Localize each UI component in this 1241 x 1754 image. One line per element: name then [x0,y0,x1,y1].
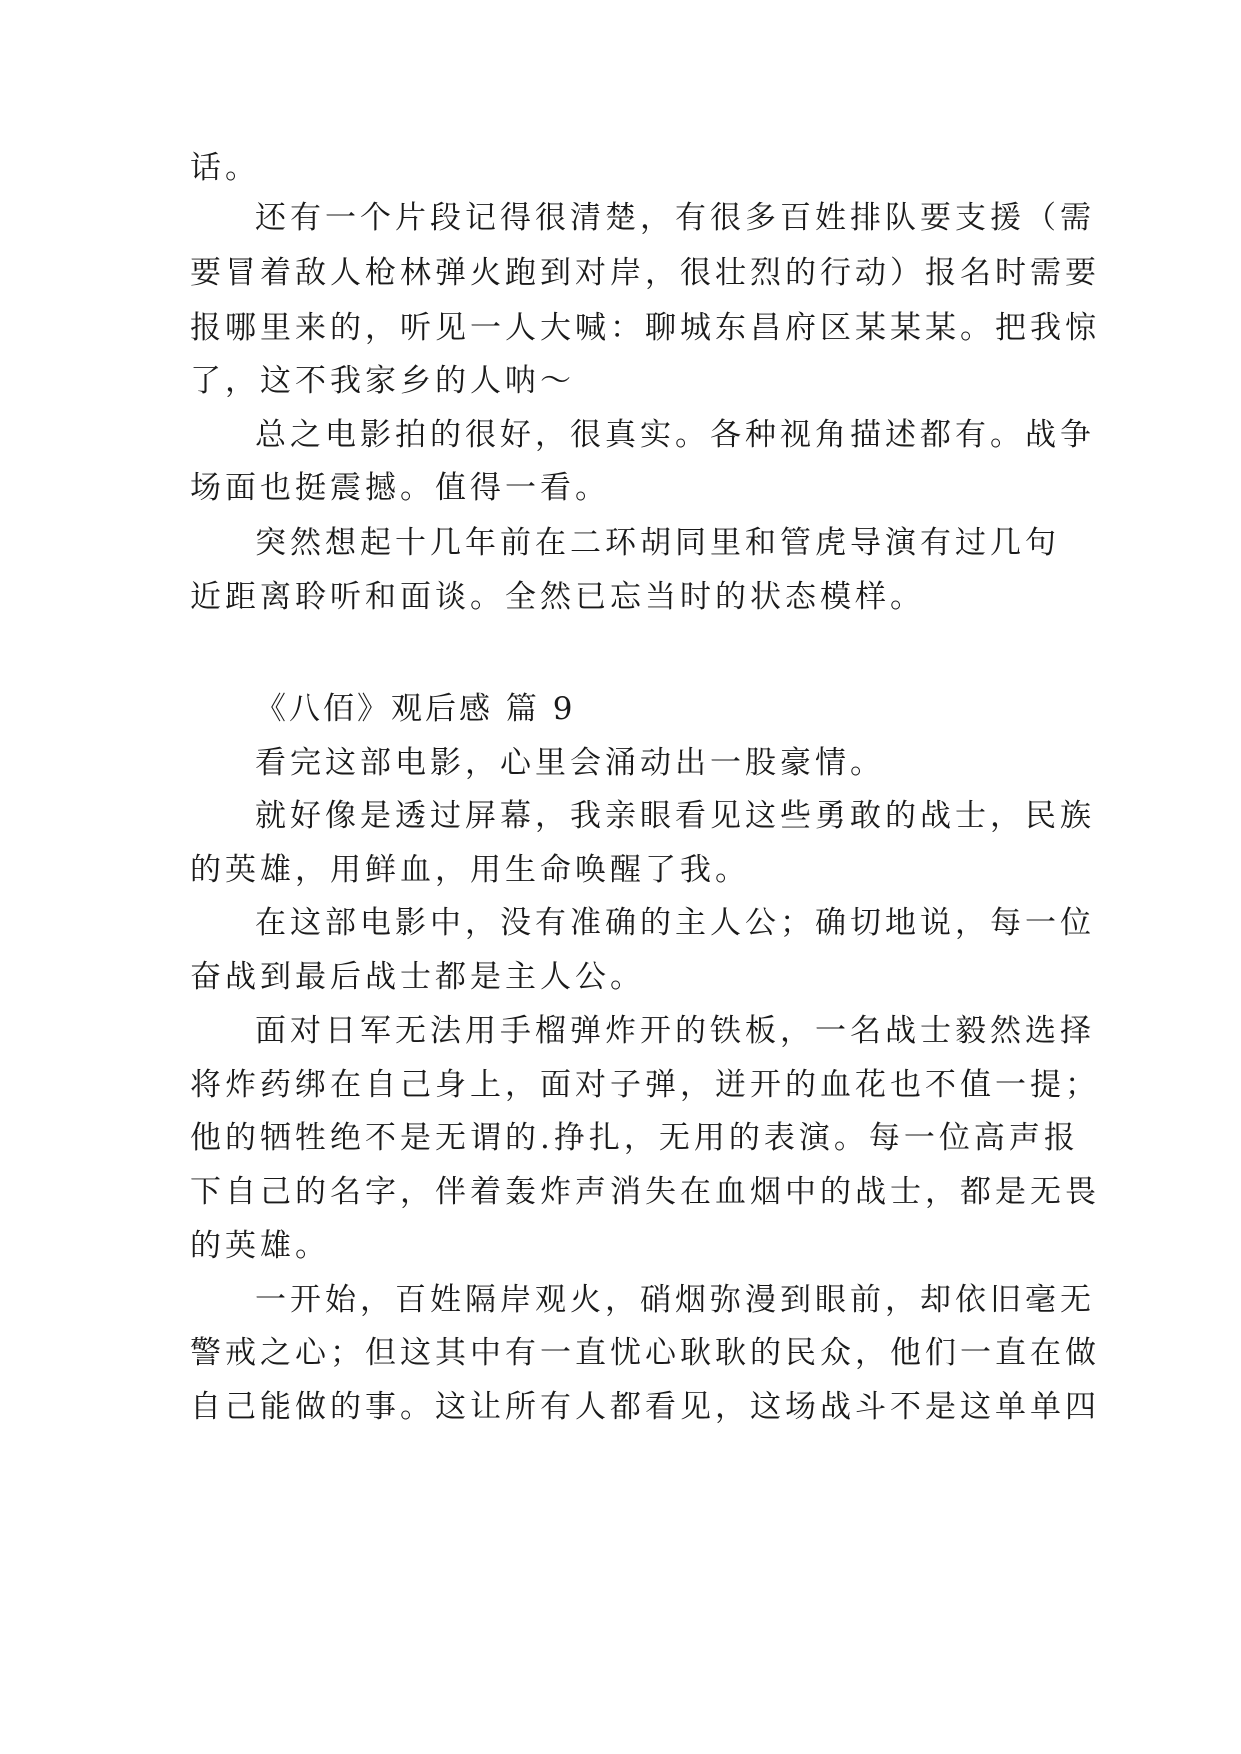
body-text-line: 还有一个片段记得很清楚，有很多百姓排队要支援（需 [255,200,1095,236]
body-text-line: 奋战到最后战士都是主人公。 [190,959,645,995]
body-text-line: 在这部电影中，没有准确的主人公；确切地说，每一位 [255,905,1095,941]
body-text-line: 近距离聆听和面谈。全然已忘当时的状态模样。 [190,579,925,615]
body-text-line: 下自己的名字，伴着轰炸声消失在血烟中的战士，都是无畏 [190,1174,1100,1210]
section-heading: 《八佰》观后感 篇 9 [255,691,576,727]
body-text-line: 面对日军无法用手榴弹炸开的铁板，一名战士毅然选择 [255,1013,1095,1049]
body-text-line: 要冒着敌人枪林弹火跑到对岸，很壮烈的行动）报名时需要 [190,255,1100,291]
body-text-line: 他的牺牲绝不是无谓的.挣扎，无用的表演。每一位高声报 [190,1120,1079,1156]
body-text-line: 警戒之心；但这其中有一直忧心耿耿的民众，他们一直在做 [190,1335,1100,1371]
body-text-line: 了，这不我家乡的人呐～ [190,363,575,399]
body-text-line: 报哪里来的，听见一人大喊：聊城东昌府区某某某。把我惊 [190,310,1100,346]
body-text-line: 的英雄。 [190,1228,330,1264]
body-text-line: 将炸药绑在自己身上，面对子弹，迸开的血花也不值一提； [190,1067,1100,1103]
body-text-line: 话。 [190,150,260,186]
body-text-line: 总之电影拍的很好，很真实。各种视角描述都有。战争 [255,417,1095,453]
body-text-line: 就好像是透过屏幕，我亲眼看见这些勇敢的战士，民族 [255,798,1095,834]
body-text-line: 突然想起十几年前在二环胡同里和管虎导演有过几句 [255,525,1060,561]
body-text-line: 场面也挺震撼。值得一看。 [190,470,610,506]
body-text-line: 的英雄，用鲜血，用生命唤醒了我。 [190,852,750,888]
body-text-line: 自己能做的事。这让所有人都看见，这场战斗不是这单单四 [190,1389,1100,1425]
body-text-line: 看完这部电影，心里会涌动出一股豪情。 [255,745,885,781]
body-text-line: 一开始，百姓隔岸观火，硝烟弥漫到眼前，却依旧毫无 [255,1282,1095,1318]
